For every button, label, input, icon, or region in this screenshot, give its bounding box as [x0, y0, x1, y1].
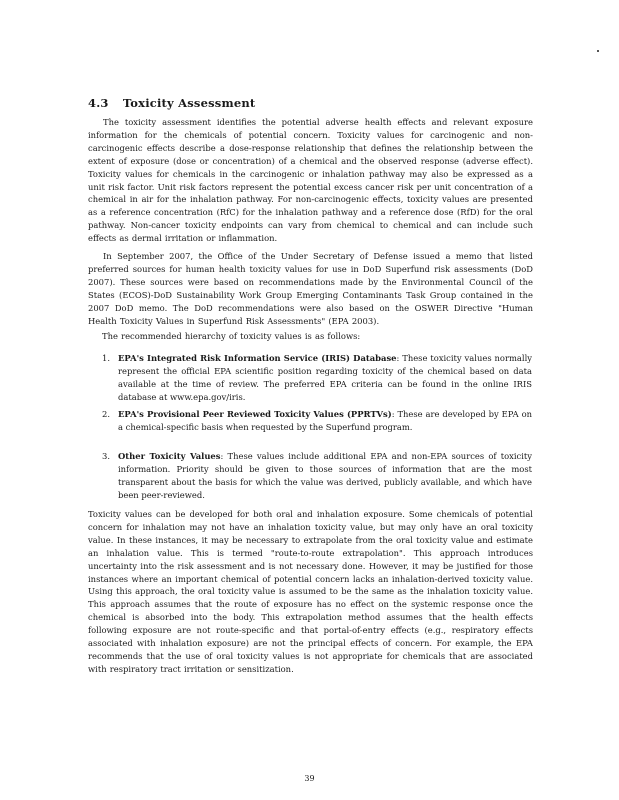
item-text: : These are developed by EPA on a chemical-specific basis when requested by the Superfund program.	[118, 409, 532, 432]
section-heading	[88, 96, 255, 110]
hierarchy-item	[102, 450, 532, 502]
item-number: 1.	[102, 353, 110, 363]
item-title: Other Toxicity Values	[118, 451, 221, 461]
route-extrapolation-paragraph: Toxicity values can be developed for both oral and inhalation exposure. Some chemicals of potential concern for inhalation may not have an inhalation toxicity value, but may only have an oral toxicity value. In these instances, it may be necessary to extrapolate from the oral toxicity value and estimate an inhalation value. This is termed "route-to-route extrapolation". This approach introduces uncertainty into the risk assessment and is not necessary done. However, it may be justified for those instances where an important chemical of potential concern lacks an inhalation-derived toxicity value. Using this approach, the oral toxicity value is assumed to be the same as the inhalation toxicity value. This approach assumes that the route of exposure has no effect on the systemic response once the chemical is absorbed into the body. This extrapolation method assumes that the health effects following exposure are not route-specific and that portal-of-entry effects (e.g., respiratory effects associated with inhalation exposure) are not the principal effects of concern. For example, the EPA recommends that the use of oral toxicity values is not appropriate for chemicals that are associated with respiratory tract irritation or sensitization.	[88, 509, 533, 674]
item-title: EPA's Provisional Peer Reviewed Toxicity Values (PPRTVs)	[118, 409, 392, 419]
item-text: : These toxicity values normally represent the official EPA scientific position regarding toxicity of the chemical based on data available at the time of review. The preferred EPA criteria can be found in the online IRIS database at www.epa.gov/iris.	[118, 353, 532, 402]
intro-paragraph: The toxicity assessment identifies the potential adverse health effects and relevant exposure information for the chemicals of potential concern. Toxicity values for carcinogenic and non-carcinogenic effects describe a dose-response relationship that defines the relationship between the extent of exposure (dose or concentration) of a chemical and the observed response (adverse effect). Toxicity values for chemicals in the carcinogenic or inhalation pathway may also be expressed as a unit risk factor. Unit risk factors represent the potential excess cancer risk per unit concentration of a chemical in air for the inhalation pathway. For non-carcinogenic effects, toxicity values are presented as a reference concentration (RfC) for the inhalation pathway and a reference dose (RfD) for the oral pathway. Non-cancer toxicity endpoints can vary from chemical to chemical and can include such effects as dermal irritation or inflammation.	[88, 117, 533, 244]
item-number: 2.	[102, 409, 110, 419]
section-title: Toxicity Assessment	[122, 96, 256, 110]
item-title: EPA's Integrated Risk Information Service (IRIS) Database	[118, 353, 397, 363]
section-number: 4.3	[88, 96, 109, 110]
item-text: : These values include additional EPA and non-EPA sources of toxicity information. Priority should be given to those sources of information that are the most transparent about the basis for which the value was derived, publicly available, and which have been peer-reviewed.	[118, 451, 532, 500]
hierarchy-intro: The recommended hierarchy of toxicity values is as follows:	[102, 331, 361, 341]
hierarchy-item	[102, 352, 532, 404]
item-number: 3.	[102, 451, 110, 461]
hierarchy-item	[102, 408, 532, 434]
page-number: 39	[304, 774, 315, 783]
scan-speck	[597, 50, 599, 52]
memo-paragraph: In September 2007, the Office of the Under Secretary of Defense issued a memo that listed preferred sources for human health toxicity values for use in DoD Superfund risk assessments (DoD 2007). These sources were based on recommendations made by the Environmental Council of the States (ECOS)-DoD Sustainability Work Group Emerging Contaminants Task Group contained in the 2007 DoD memo. The DoD recommendations were also based on the OSWER Directive "Human Health Toxicity Values in Superfund Risk Assessments" (EPA 2003).	[88, 251, 533, 326]
